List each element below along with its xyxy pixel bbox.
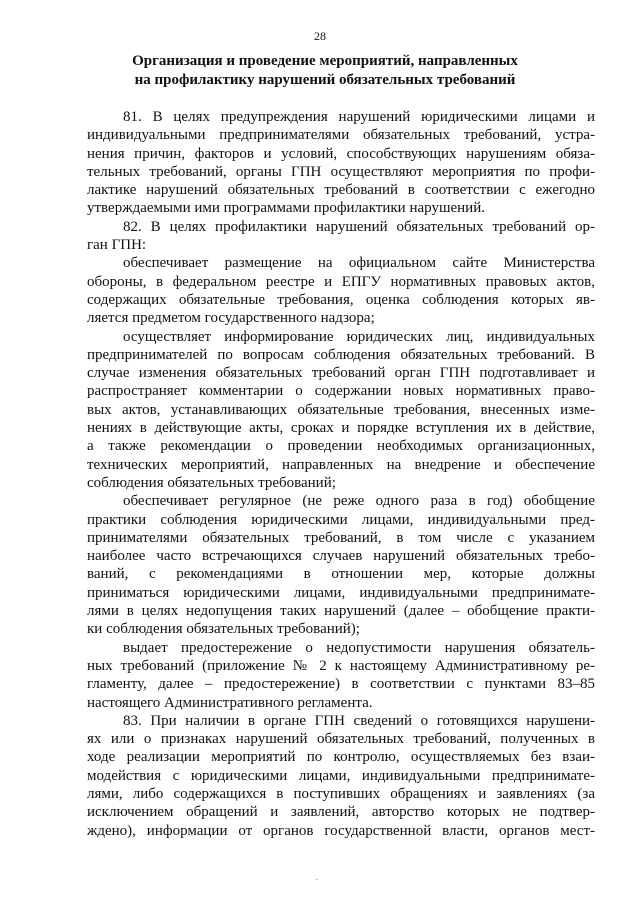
- section-heading: [90, 52, 560, 90]
- text-line: выдает предостережение о недопустимости нарушения обязатель-: [123, 639, 595, 656]
- heading-line: Организация и проведение мероприятий, направленных: [132, 53, 518, 69]
- text-line: 82. В целях профилактики нарушений обязательных требований ор-: [123, 218, 595, 235]
- text-line: нения причин, факторов и условий, способствующих нарушениям обяза-: [87, 145, 595, 162]
- text-line: гламенту, далее – предостережение) в соответствии с пунктами 83–85: [87, 676, 595, 693]
- text-line: 81. В целях предупреждения нарушений юридическими лицами и: [123, 109, 595, 125]
- scan-mark: ·: [315, 875, 319, 886]
- text-line: технических мероприятий, направленных на внедрение и обеспечение: [87, 456, 595, 473]
- text-line: обороны, в федеральном реестре и ЕПГУ нормативных правовых актов,: [87, 273, 595, 290]
- text-line: осуществляет информирование юридических лиц, индивидуальных: [123, 328, 595, 345]
- text-line: 83. При наличии в органе ГПН сведений о готовящихся нарушени-: [123, 712, 595, 729]
- text-line: ходе реализации мероприятий по контролю, осуществляемых без взаи-: [87, 749, 595, 766]
- text-line: практики соблюдения юридическими лицами, индивидуальными пред-: [87, 511, 595, 528]
- body-text: [87, 108, 595, 840]
- text-line: вых актов, устанавливающих обязательные требования, внесенных изме-: [87, 401, 595, 418]
- text-line: утверждаемыми ими программами профилактики нарушений.: [87, 200, 485, 217]
- text-line: индивидуальными предпринимателями обязательных требований, устра-: [87, 127, 595, 144]
- text-line: предпринимателей по вопросам соблюдения обязательных требований. В: [87, 346, 595, 363]
- text-line: содержащих обязательные требования, оценка соблюдения которых яв-: [87, 291, 595, 308]
- text-line: ган ГПН:: [87, 237, 147, 254]
- text-line: лактике нарушений обязательных требований в соответствии с ежегодно: [87, 182, 595, 199]
- text-line: а также рекомендации о проведении необходимых организационных,: [87, 438, 595, 455]
- text-line: тельных требований, органы ГПН осуществляют мероприятия по профи-: [87, 163, 595, 180]
- text-line: наиболее часто встречающихся случаев нарушений обязательных требо-: [87, 548, 595, 565]
- text-line: настоящего Административного регламента.: [87, 694, 373, 711]
- text-line: ки соблюдения обязательных требований);: [87, 621, 360, 638]
- page-number: 28: [314, 29, 326, 43]
- text-line: лями в целях недопущения таких нарушений (далее – обобщение практи-: [87, 603, 595, 620]
- text-line: ждено), информации от органов государственной власти, органов мест-: [87, 822, 595, 839]
- text-line: случае изменения обязательных требований орган ГПН подготавливает и: [87, 365, 595, 382]
- text-line: нениях в действующие акты, сроках и порядке вступления их в действие,: [87, 420, 595, 437]
- text-line: ляется предметом государственного надзора;: [87, 310, 375, 327]
- text-line: ваний, с рекомендациями в отношении мер, которые должны: [87, 566, 595, 583]
- text-line: принимателями обязательных требований, в том числе с указанием: [87, 529, 595, 546]
- heading-line: на профилактику нарушений обязательных требований: [134, 72, 516, 88]
- text-line: приниматься юридическими лицами, индивидуальными предпринимате-: [87, 584, 595, 601]
- text-line: исключением обращений и заявлений, авторство которых не подтвер-: [87, 804, 595, 821]
- text-line: распространяет комментарии о содержании новых нормативных право-: [87, 383, 595, 400]
- text-line: соблюдения обязательных требований;: [87, 474, 336, 491]
- text-line: обеспечивает размещение на официальном сайте Министерства: [123, 255, 595, 272]
- text-line: ных требований (приложение № 2 к настоящему Административному ре-: [87, 657, 595, 674]
- text-line: обеспечивает регулярное (не реже одного раза в год) обобщение: [123, 493, 595, 510]
- text-line: лями, либо содержащихся в поступивших обращениях и заявлениях (за: [87, 785, 595, 802]
- text-line: модействия с юридическими лицами, индивидуальными предпринимате-: [87, 767, 595, 784]
- text-line: ях или о признаках нарушений обязательных требований, полученных в: [87, 731, 595, 748]
